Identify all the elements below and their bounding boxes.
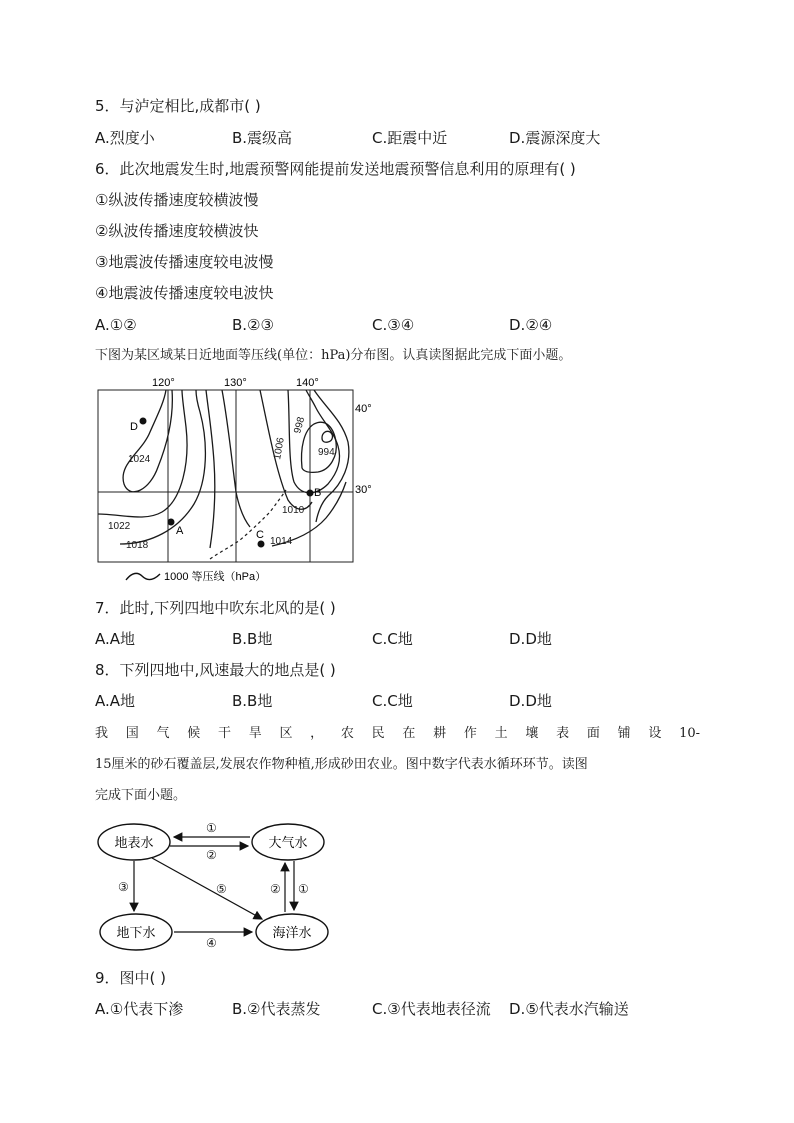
lat-30-label: 30°	[355, 484, 372, 496]
point-d-label: D	[130, 421, 138, 433]
water-intro	[95, 718, 700, 811]
isobar-1006	[288, 390, 340, 493]
point-b-marker	[307, 490, 314, 497]
node-atmospheric-water-label: 大气水	[268, 835, 308, 850]
link-label-1-right: ①	[298, 882, 309, 896]
isobar-1014-a	[206, 390, 215, 548]
isobar-map	[90, 372, 390, 587]
label-994: 994	[318, 447, 335, 458]
map-frame	[98, 390, 353, 562]
label-998: 998	[292, 415, 308, 435]
isobar-994	[322, 431, 332, 442]
water-intro-line-3: 完成下面小题。	[95, 788, 187, 803]
q7-option-d[interactable]: D.D地	[509, 630, 552, 648]
lon-130-label: 130°	[224, 377, 247, 389]
q9-option-b[interactable]: B.②代表蒸发	[232, 1000, 321, 1018]
q8-option-d[interactable]: D.D地	[509, 692, 552, 710]
link-label-2-right: ②	[270, 882, 281, 896]
q9-options	[95, 999, 715, 1019]
q5-stem: 5．与泸定相比,成都市( )	[95, 97, 261, 115]
q9-stem: 9．图中( )	[95, 969, 167, 987]
q7-options	[95, 629, 715, 649]
q8-option-c[interactable]: C.C地	[372, 692, 413, 710]
point-c-label: C	[256, 529, 264, 541]
q6-option-a[interactable]: A.①②	[95, 316, 137, 334]
q8-options	[95, 691, 715, 711]
q6-stem: 6．此次地震发生时,地震预警网能提前发送地震预警信息利用的原理有( )	[95, 160, 576, 178]
node-groundwater-label: 地下水	[116, 925, 156, 940]
label-1018: 1018	[126, 540, 149, 551]
q9-option-d[interactable]: D.⑤代表水汽输送	[509, 1000, 629, 1018]
isobar-intro: 下图为某区域某日近地面等压线(单位：hPa)分布图。认真读图据此完成下面小题。	[95, 348, 572, 363]
q5-options	[95, 128, 715, 148]
point-b-label: B	[314, 487, 322, 499]
q7-stem: 7．此时,下列四地中吹东北风的是( )	[95, 599, 336, 617]
link-label-2-top: ②	[206, 848, 217, 862]
water-intro-line-2: 15厘米的砂石覆盖层,发展农作物种植,形成砂田农业。图中数字代表水循环环节。读图	[95, 757, 588, 772]
node-ocean-water-label: 海洋水	[272, 925, 312, 940]
legend-text: 1000 等压线（hPa）	[164, 571, 267, 583]
q6-statement-3: ③地震波传播速度较电波慢	[95, 253, 274, 271]
water-cycle-diagram	[92, 815, 342, 955]
arrow-5-surface-to-ocean	[152, 858, 262, 919]
link-label-4: ④	[206, 936, 217, 950]
legend-isobar-symbol	[126, 573, 160, 580]
q6-option-b[interactable]: B.②③	[232, 316, 274, 334]
q5-option-d[interactable]: D.震源深度大	[509, 129, 601, 147]
label-1022: 1022	[108, 521, 131, 532]
q6-options	[95, 315, 715, 335]
q6-option-d[interactable]: D.②④	[509, 316, 553, 334]
q7-option-a[interactable]: A.A地	[95, 630, 136, 648]
point-a-marker	[168, 519, 175, 526]
lon-140-label: 140°	[296, 377, 319, 389]
q5-option-c[interactable]: C.距震中近	[372, 129, 448, 147]
lat-40-label: 40°	[355, 403, 372, 415]
q7-option-c[interactable]: C.C地	[372, 630, 413, 648]
label-1014: 1014	[270, 536, 293, 547]
q9-option-c[interactable]: C.③代表地表径流	[372, 1000, 491, 1018]
q6-statement-4: ④地震波传播速度较电波快	[95, 284, 274, 302]
q6-statement-2: ②纵波传播速度较横波快	[95, 222, 259, 240]
point-c-marker	[258, 541, 265, 548]
q5-option-a[interactable]: A.烈度小	[95, 129, 155, 147]
q8-option-b[interactable]: B.B地	[232, 692, 273, 710]
point-a-label: A	[176, 525, 184, 537]
q8-stem: 8．下列四地中,风速最大的地点是( )	[95, 661, 336, 679]
lon-120-label: 120°	[152, 377, 175, 389]
label-1024: 1024	[128, 454, 151, 465]
q6-statement-1: ①纵波传播速度较横波慢	[95, 191, 259, 209]
isobar-1018	[120, 390, 205, 544]
link-label-1-top: ①	[206, 821, 217, 835]
label-1010: 1010	[282, 505, 305, 516]
q7-option-b[interactable]: B.B地	[232, 630, 273, 648]
node-surface-water-label: 地表水	[114, 835, 154, 850]
water-intro-line-1: 我国气候干旱区，农民在耕作土壤表面铺设10-	[95, 726, 700, 741]
link-label-5: ⑤	[216, 882, 227, 896]
point-d-marker	[140, 418, 147, 425]
label-1006: 1006	[272, 436, 287, 461]
isobar-1024	[123, 390, 172, 492]
q6-option-c[interactable]: C.③④	[372, 316, 415, 334]
q9-option-a[interactable]: A.①代表下渗	[95, 1000, 184, 1018]
q8-option-a[interactable]: A.A地	[95, 692, 136, 710]
link-label-3: ③	[118, 880, 129, 894]
q5-option-b[interactable]: B.震级高	[232, 129, 293, 147]
